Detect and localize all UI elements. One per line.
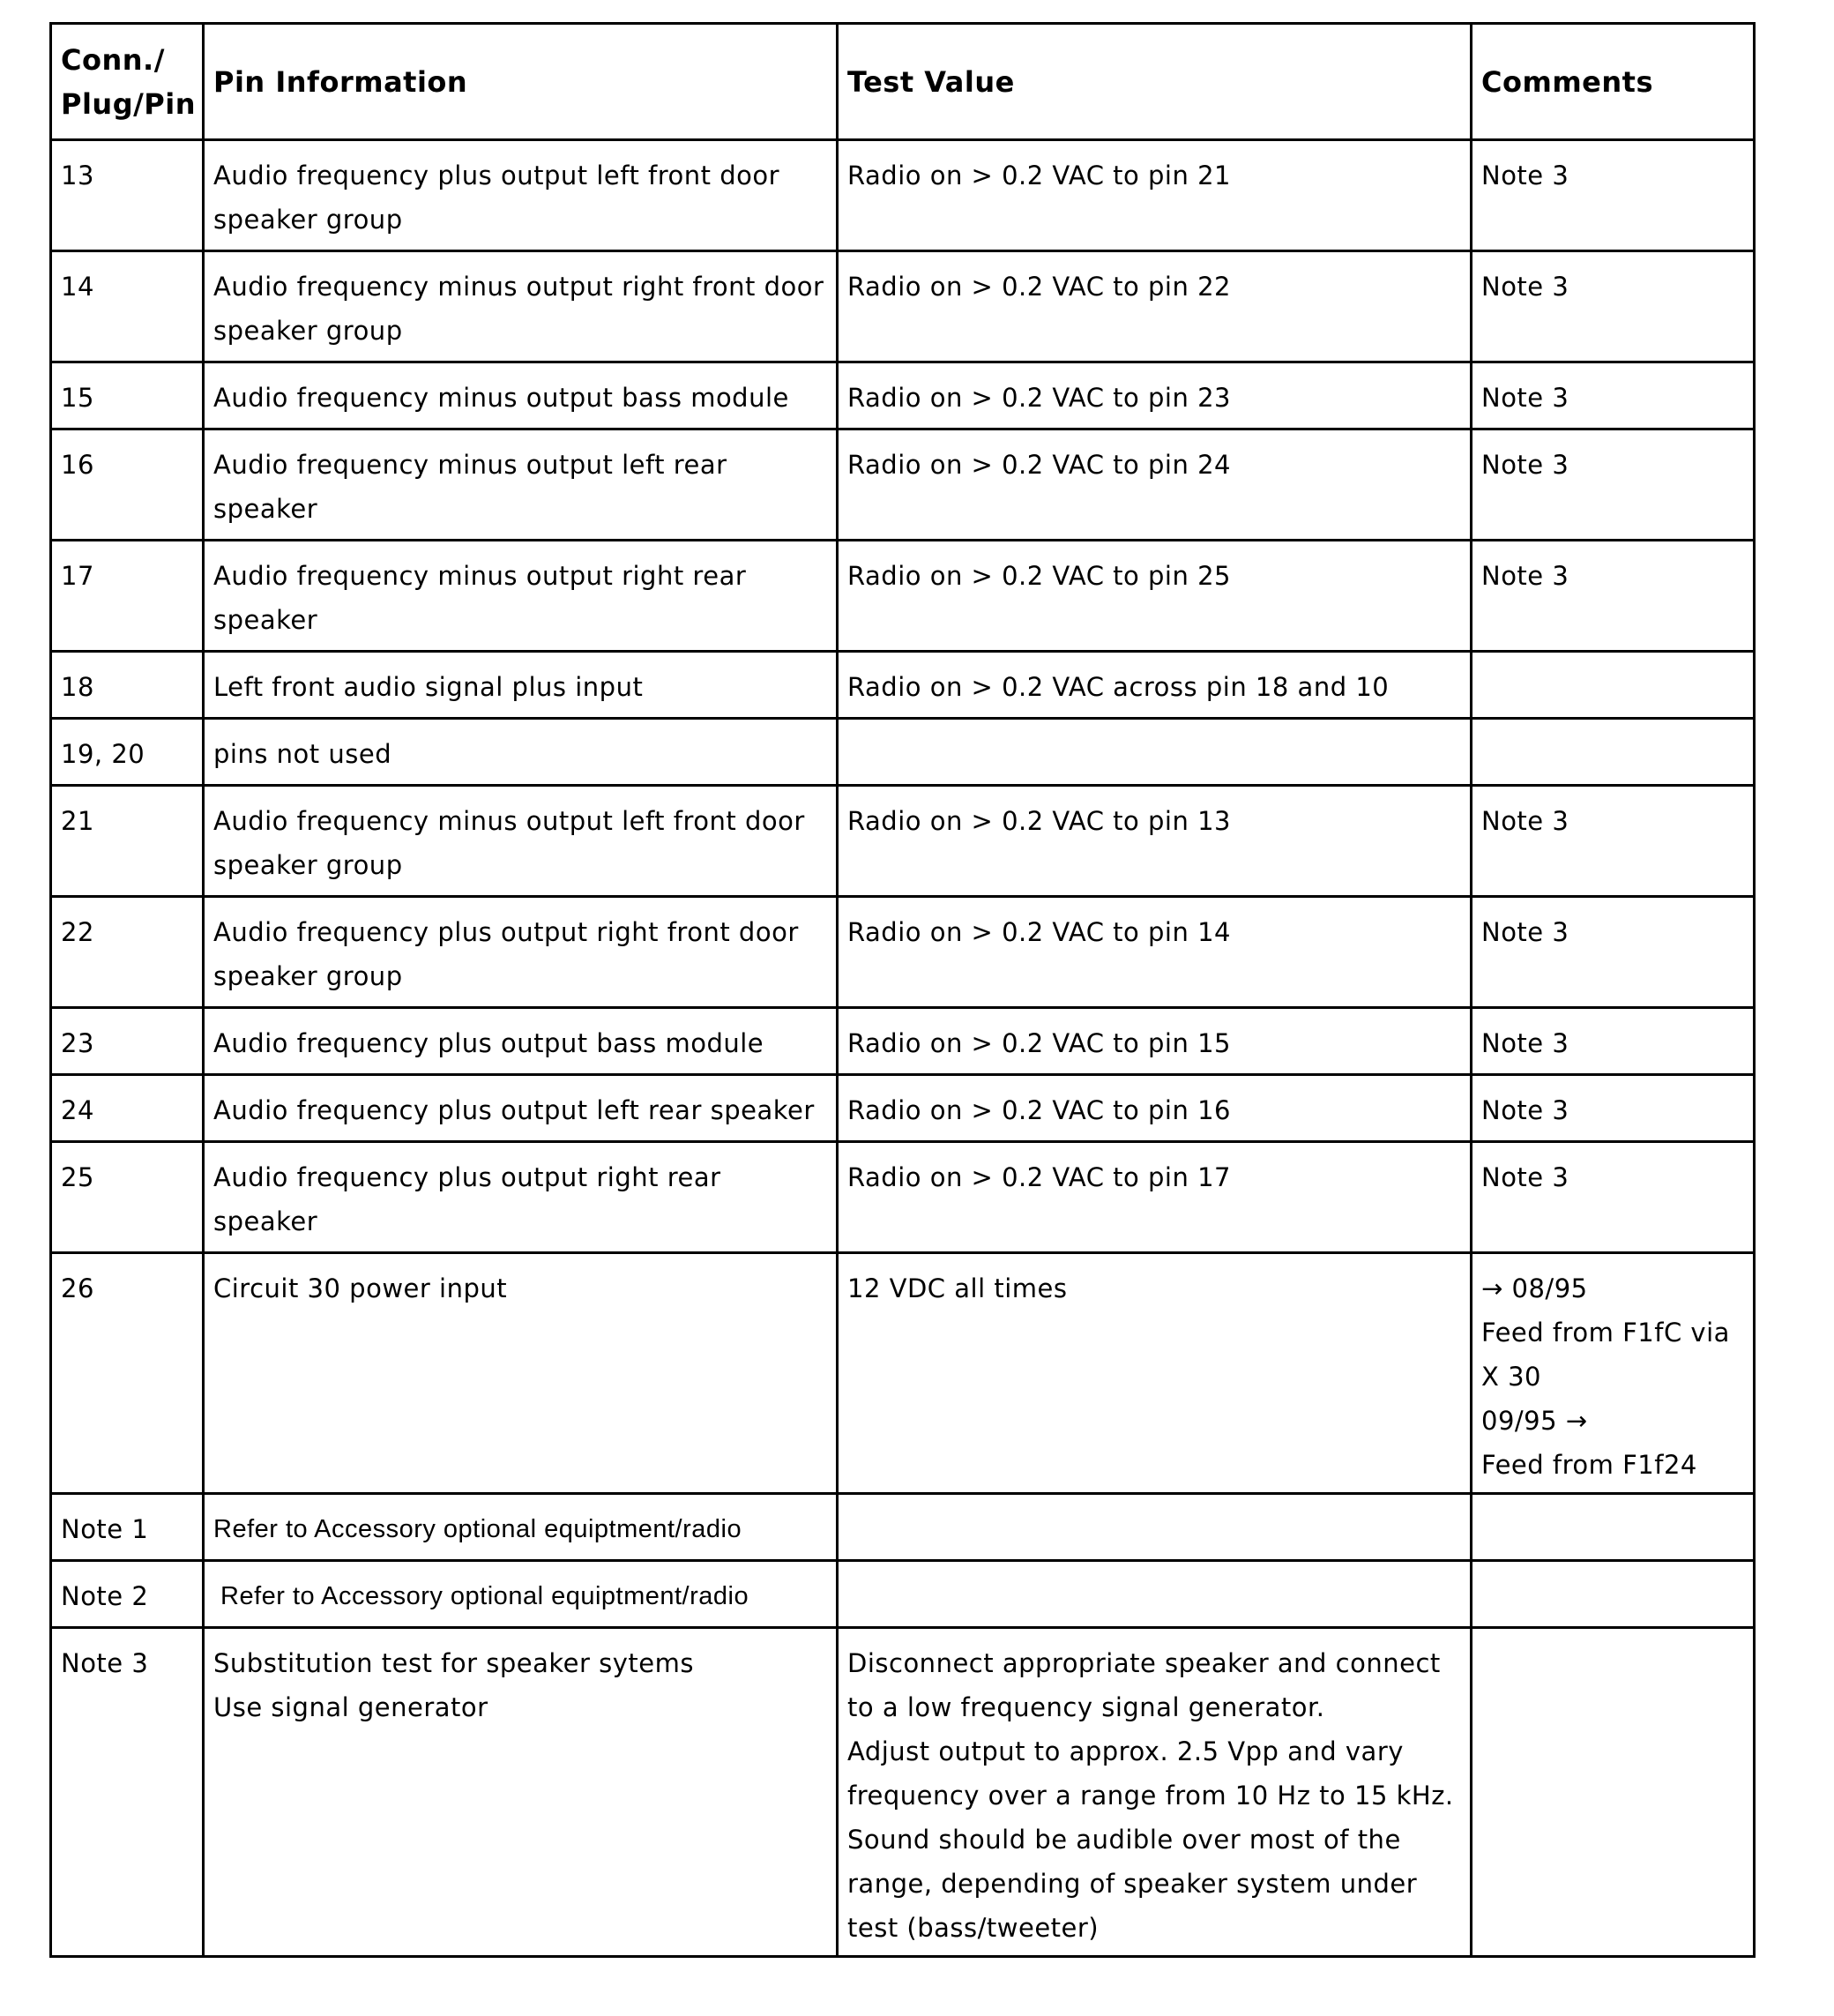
comment-line: → 08/95 — [1481, 1273, 1588, 1303]
comment-cell: Note 3 — [1472, 429, 1755, 541]
pin-info-cell: pins not used — [204, 719, 838, 786]
pin-info-cell: Audio frequency minus output bass module — [204, 362, 838, 429]
test-value-cell: 12 VDC all times — [838, 1253, 1472, 1494]
pin-cell: 22 — [51, 897, 204, 1008]
test-value-line: range, depending of speaker system under — [847, 1869, 1418, 1899]
comment-cell: Note 3 — [1472, 1142, 1755, 1253]
comment-cell — [1472, 719, 1755, 786]
pin-info-cell: Audio frequency plus output right front door speaker group — [204, 897, 838, 1008]
pin-info-cell: Audio frequency minus output left front door speaker group — [204, 786, 838, 897]
pin-info-cell: Left front audio signal plus input — [204, 652, 838, 719]
comment-cell — [1472, 652, 1755, 719]
comment-cell: Note 3 — [1472, 140, 1755, 251]
test-value-cell: Radio on > 0.2 VAC across pin 18 and 10 — [838, 652, 1472, 719]
table-row — [51, 362, 1755, 429]
table-row — [51, 251, 1755, 362]
pin-info-cell: Audio frequency plus output left front door speaker group — [204, 140, 838, 251]
comment-line: X 30 — [1481, 1362, 1541, 1392]
header-conn-line1: Conn./ — [61, 42, 165, 77]
table-row — [51, 786, 1755, 897]
pin-cell: 24 — [51, 1075, 204, 1142]
comment-cell: Note 3 — [1472, 251, 1755, 362]
pin-cell: 15 — [51, 362, 204, 429]
test-value-line: frequency over a range from 10 Hz to 15 kHz. — [847, 1781, 1454, 1811]
header-comments: Comments — [1472, 24, 1755, 140]
comment-cell: Note 3 — [1472, 786, 1755, 897]
comment-line: Feed from F1fC via — [1481, 1318, 1730, 1348]
note-row — [51, 1494, 1755, 1561]
table-row — [51, 1253, 1755, 1494]
comment-cell: Note 3 — [1472, 1075, 1755, 1142]
pin-info-cell: Audio frequency plus output bass module — [204, 1008, 838, 1075]
comment-line: 09/95 → — [1481, 1406, 1588, 1436]
pin-cell: 17 — [51, 541, 204, 652]
comment-cell: Note 3 — [1472, 897, 1755, 1008]
test-value-line: test (bass/tweeter) — [847, 1913, 1100, 1943]
test-value-cell: Radio on > 0.2 VAC to pin 21 — [838, 140, 1472, 251]
pin-info-cell: Audio frequency minus output left rear speaker — [204, 429, 838, 541]
comment-cell: Note 3 — [1472, 1008, 1755, 1075]
note-info-cell — [204, 1628, 838, 1957]
test-value-cell: Radio on > 0.2 VAC to pin 23 — [838, 362, 1472, 429]
test-value-cell: Radio on > 0.2 VAC to pin 13 — [838, 786, 1472, 897]
pin-cell: 19, 20 — [51, 719, 204, 786]
table-row — [51, 429, 1755, 541]
pin-info-cell: Audio frequency minus output right rear speaker — [204, 541, 838, 652]
note-info-cell: Refer to Accessory optional equiptment/radio — [204, 1494, 838, 1561]
test-value-line: to a low frequency signal generator. — [847, 1692, 1325, 1722]
pin-info-cell: Audio frequency minus output right front door speaker group — [204, 251, 838, 362]
table-row — [51, 1142, 1755, 1253]
header-test-value: Test Value — [838, 24, 1472, 140]
test-value-cell: Radio on > 0.2 VAC to pin 14 — [838, 897, 1472, 1008]
table-row — [51, 1075, 1755, 1142]
test-value-cell — [838, 1628, 1472, 1957]
note-label-cell: Note 3 — [51, 1628, 204, 1957]
comment-cell: Note 3 — [1472, 362, 1755, 429]
pin-cell: 13 — [51, 140, 204, 251]
pin-cell: 14 — [51, 251, 204, 362]
pin-info-cell: Audio frequency plus output right rear speaker — [204, 1142, 838, 1253]
pin-cell: 23 — [51, 1008, 204, 1075]
pin-cell: 18 — [51, 652, 204, 719]
pin-cell: 25 — [51, 1142, 204, 1253]
test-value-cell — [838, 1561, 1472, 1628]
comment-cell — [1472, 1253, 1755, 1494]
note-info-line: Use signal generator — [213, 1692, 488, 1722]
table-row — [51, 140, 1755, 251]
table-row — [51, 897, 1755, 1008]
note-row — [51, 1628, 1755, 1957]
test-value-cell: Radio on > 0.2 VAC to pin 17 — [838, 1142, 1472, 1253]
pin-information-table — [49, 22, 1756, 1958]
test-value-cell: Radio on > 0.2 VAC to pin 22 — [838, 251, 1472, 362]
note-label-cell: Note 2 — [51, 1561, 204, 1628]
pin-cell: 16 — [51, 429, 204, 541]
test-value-cell: Radio on > 0.2 VAC to pin 24 — [838, 429, 1472, 541]
note-info-line: Substitution test for speaker sytems — [213, 1648, 694, 1678]
table-row — [51, 1008, 1755, 1075]
comment-cell — [1472, 1628, 1755, 1957]
table-row — [51, 719, 1755, 786]
test-value-line: Sound should be audible over most of the — [847, 1825, 1401, 1855]
comment-cell — [1472, 1494, 1755, 1561]
comment-cell: Note 3 — [1472, 541, 1755, 652]
header-pin-information: Pin Information — [204, 24, 838, 140]
test-value-cell: Radio on > 0.2 VAC to pin 15 — [838, 1008, 1472, 1075]
header-conn-plug-pin — [51, 24, 204, 140]
test-value-line: Adjust output to approx. 2.5 Vpp and vary — [847, 1736, 1404, 1766]
test-value-cell: Radio on > 0.2 VAC to pin 25 — [838, 541, 1472, 652]
note-row — [51, 1561, 1755, 1628]
table-row — [51, 541, 1755, 652]
note-info-cell: Refer to Accessory optional equiptment/radio — [204, 1561, 838, 1628]
header-conn-line2: Plug/Pin — [61, 86, 196, 121]
pin-info-cell: Circuit 30 power input — [204, 1253, 838, 1494]
table-row — [51, 652, 1755, 719]
test-value-cell — [838, 1494, 1472, 1561]
test-value-cell — [838, 719, 1472, 786]
pin-cell: 26 — [51, 1253, 204, 1494]
test-value-cell: Radio on > 0.2 VAC to pin 16 — [838, 1075, 1472, 1142]
comment-cell — [1472, 1561, 1755, 1628]
comment-line: Feed from F1f24 — [1481, 1450, 1697, 1480]
pin-cell: 21 — [51, 786, 204, 897]
table-header-row — [51, 24, 1755, 140]
note-label-cell: Note 1 — [51, 1494, 204, 1561]
test-value-line: Disconnect appropriate speaker and connect — [847, 1648, 1441, 1678]
pin-info-cell: Audio frequency plus output left rear speaker — [204, 1075, 838, 1142]
